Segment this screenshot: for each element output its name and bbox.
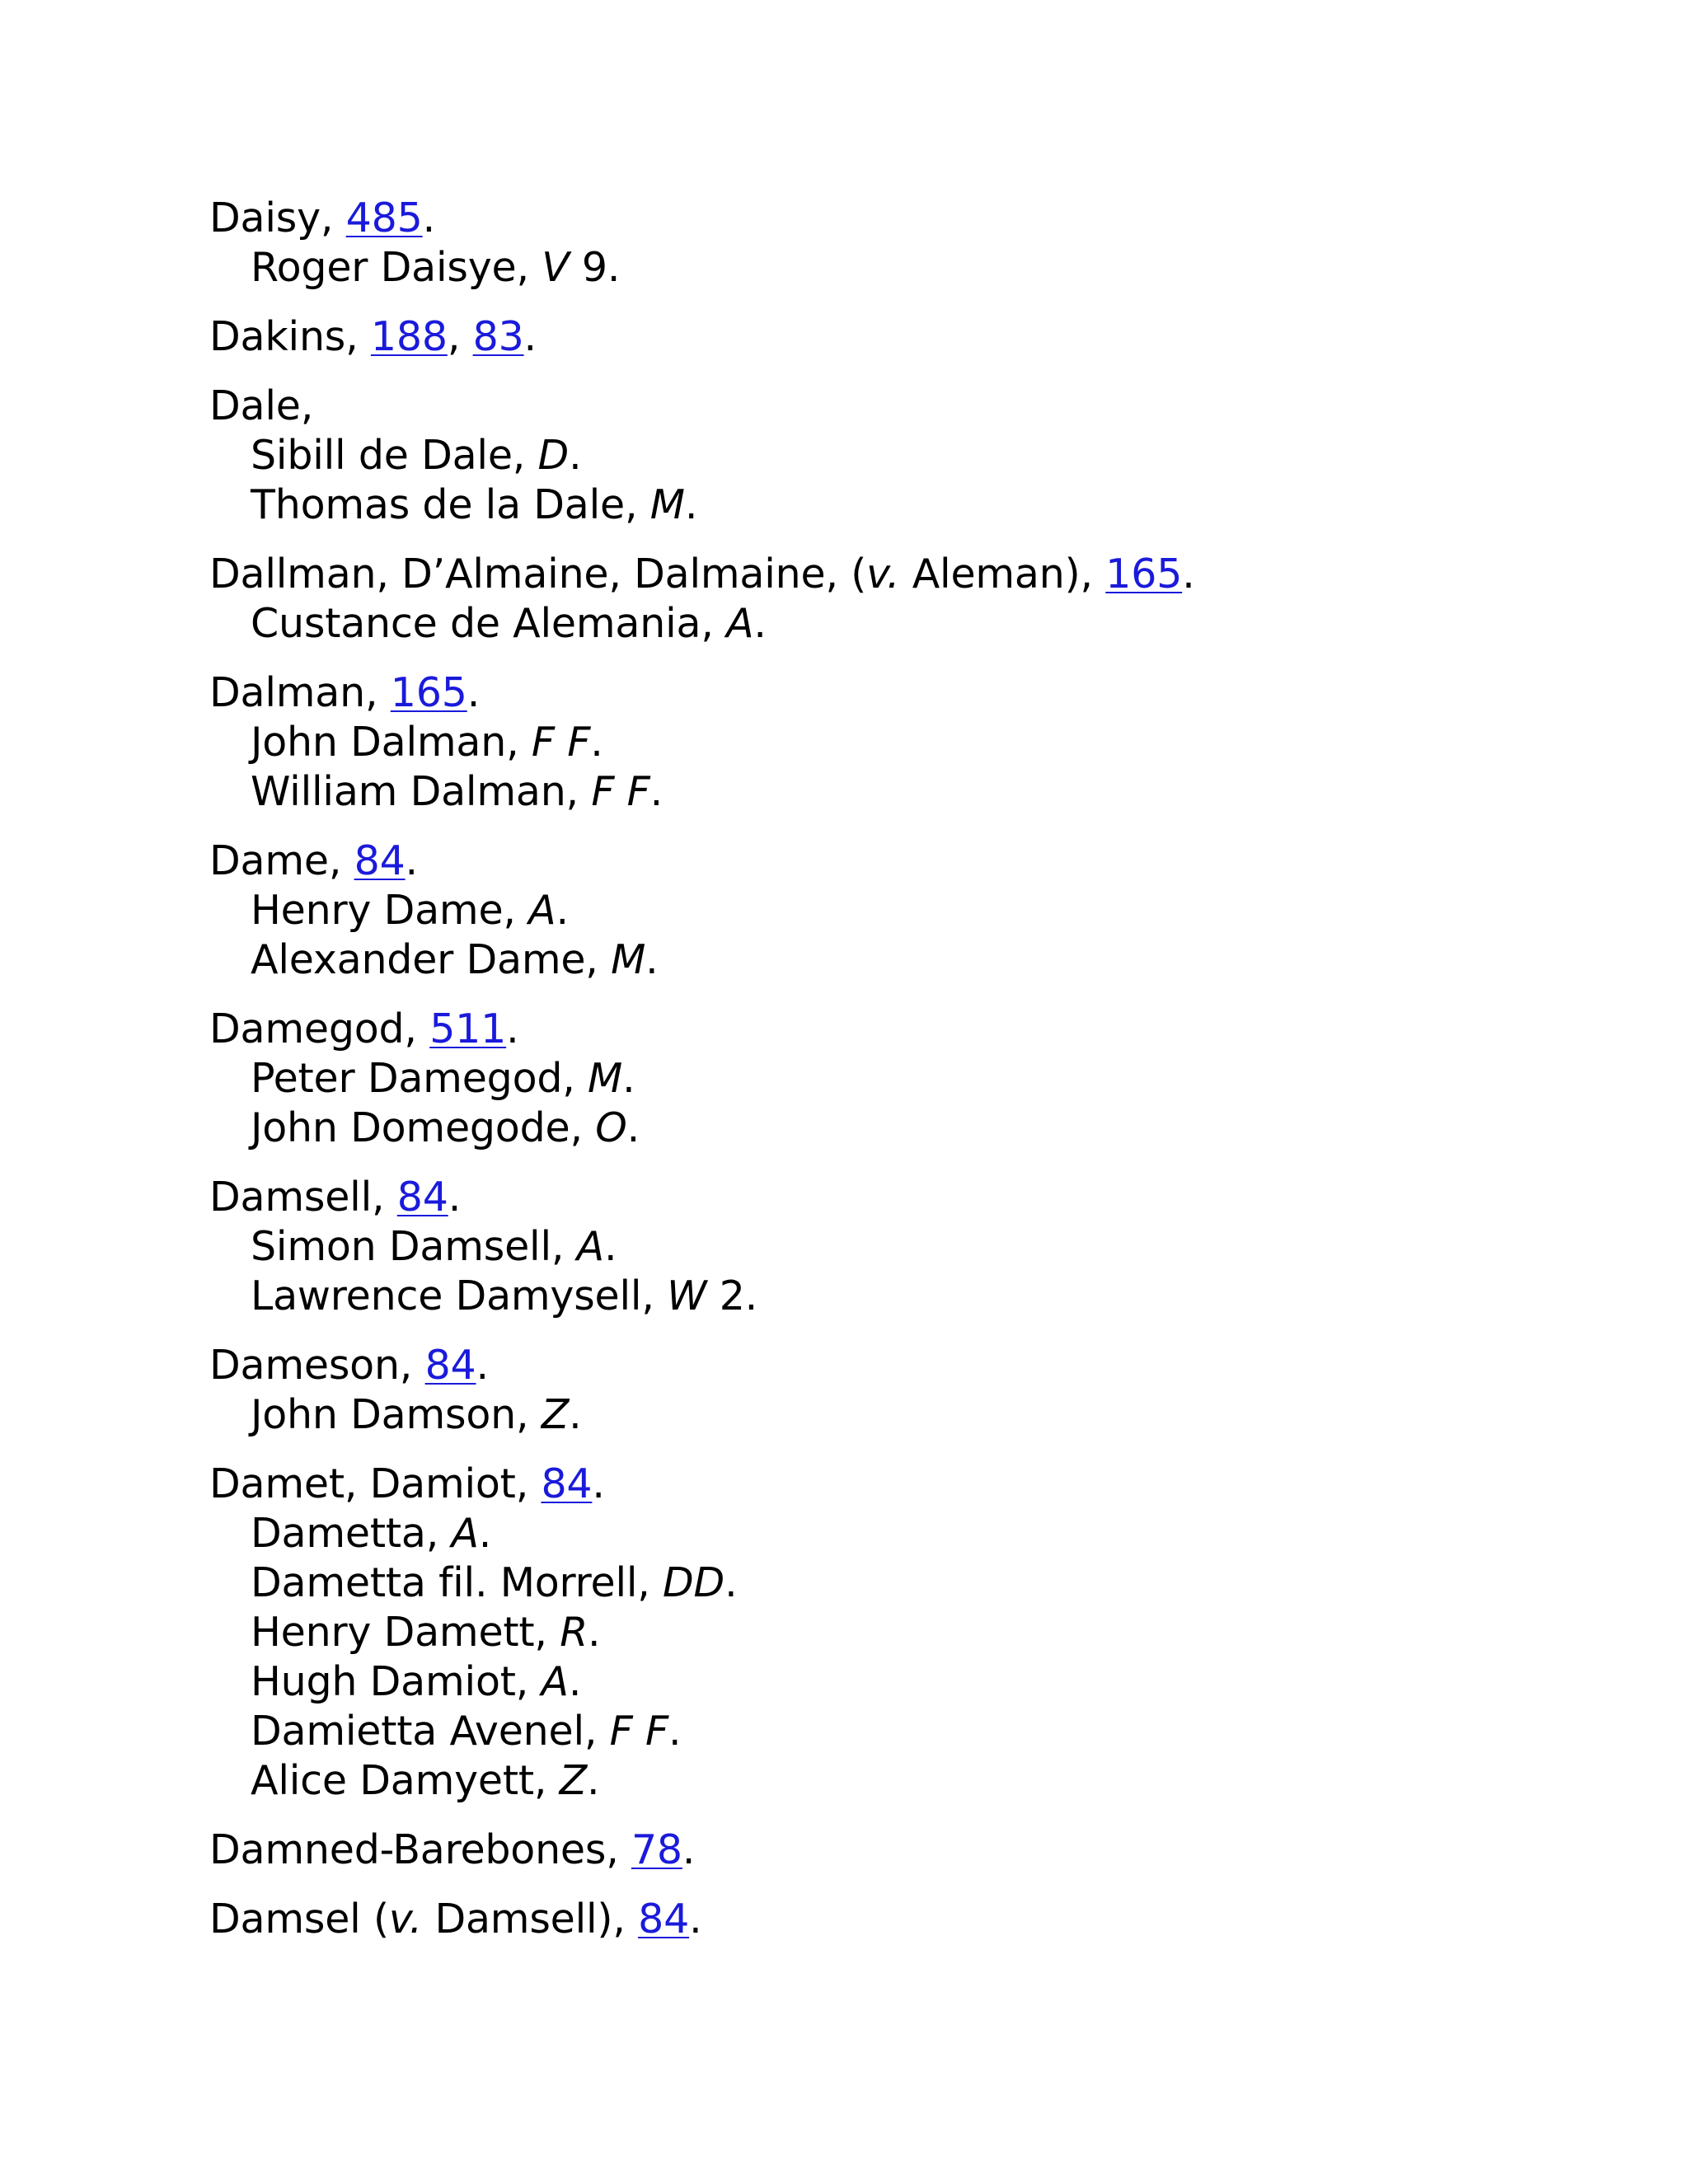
source-abbreviation: Z xyxy=(559,1757,587,1804)
entry-text: Daisy, xyxy=(209,194,346,241)
surname-heading xyxy=(209,1341,1611,1390)
page-reference-link[interactable]: 84 xyxy=(396,1174,448,1221)
name-citation xyxy=(209,886,1611,935)
entry-text: Damsell, xyxy=(209,1174,397,1221)
source-abbreviation: M xyxy=(649,481,685,528)
entry-text: John Domegode, xyxy=(251,1104,596,1151)
entry-text: Roger Daisye, xyxy=(251,244,542,291)
source-abbreviation: v. xyxy=(866,551,900,598)
entry-text: 9. xyxy=(569,244,621,291)
entry-text: Damet, Damiot, xyxy=(209,1460,542,1507)
surname-entry xyxy=(209,1825,1611,1875)
entry-text: Damietta Avenel, xyxy=(251,1708,610,1755)
name-citation xyxy=(209,1509,1611,1558)
source-abbreviation: W xyxy=(667,1272,707,1319)
source-abbreviation: A xyxy=(541,1658,569,1705)
source-abbreviation: A xyxy=(726,600,754,647)
surname-entry xyxy=(209,1005,1611,1153)
entry-text: 2. xyxy=(706,1272,758,1319)
page-reference-link[interactable]: 165 xyxy=(390,669,467,716)
page-reference-link[interactable]: 84 xyxy=(541,1460,593,1507)
surname-heading xyxy=(209,550,1611,599)
name-citation xyxy=(209,480,1611,530)
entry-text: Damned-Barebones, xyxy=(209,1826,631,1873)
entry-text: Henry Dame, xyxy=(251,887,529,934)
entry-text: . xyxy=(478,1510,492,1557)
entry-text: . xyxy=(626,1104,640,1151)
page-reference-link[interactable]: 84 xyxy=(354,837,406,884)
entry-text: , xyxy=(447,313,473,360)
entry-text: Custance de Alemania, xyxy=(251,600,727,647)
entry-text: . xyxy=(753,600,767,647)
entry-text: . xyxy=(682,1826,696,1873)
entry-text: . xyxy=(568,1658,582,1705)
entry-text: Sibill de Dale, xyxy=(251,432,538,479)
entry-text: . xyxy=(622,1055,635,1102)
source-abbreviation: V xyxy=(542,244,570,291)
source-abbreviation: A xyxy=(451,1510,479,1557)
surname-heading xyxy=(209,382,1611,431)
entry-text: . xyxy=(684,481,698,528)
name-citation xyxy=(209,1707,1611,1756)
surname-heading xyxy=(209,1173,1611,1222)
entry-text: . xyxy=(467,669,481,716)
name-citation xyxy=(209,599,1611,649)
surname-heading xyxy=(209,1005,1611,1054)
entry-text: . xyxy=(689,1896,702,1943)
surname-index-page xyxy=(209,194,1611,1964)
page-reference-link[interactable]: 188 xyxy=(370,313,448,360)
surname-heading xyxy=(209,1825,1611,1875)
name-citation xyxy=(209,1390,1611,1440)
entry-text: Lawrence Damysell, xyxy=(251,1272,668,1319)
entry-text: . xyxy=(668,1708,682,1755)
entry-text: . xyxy=(448,1174,462,1221)
entry-text: Damegod, xyxy=(209,1005,430,1052)
surname-entry xyxy=(209,668,1611,817)
source-abbreviation: DD xyxy=(663,1559,725,1606)
name-citation xyxy=(209,1558,1611,1608)
entry-text: Dakins, xyxy=(209,313,371,360)
entry-text: Peter Damegod, xyxy=(251,1055,588,1102)
surname-entry xyxy=(209,1341,1611,1440)
surname-heading xyxy=(209,312,1611,362)
entry-text: Dametta, xyxy=(251,1510,452,1557)
source-abbreviation: O xyxy=(595,1104,627,1151)
name-citation xyxy=(209,935,1611,985)
surname-entry xyxy=(209,550,1611,649)
source-abbreviation: M xyxy=(588,1055,623,1102)
surname-heading xyxy=(209,837,1611,886)
name-citation xyxy=(209,1657,1611,1707)
page-reference-link[interactable]: 485 xyxy=(345,194,423,241)
source-abbreviation: F F xyxy=(531,719,591,766)
source-abbreviation: M xyxy=(611,936,646,983)
entry-text: . xyxy=(556,887,569,934)
name-citation xyxy=(209,1272,1611,1321)
surname-entry xyxy=(209,1895,1611,1944)
entry-text: William Dalman, xyxy=(251,768,592,815)
name-citation xyxy=(209,1756,1611,1806)
surname-heading xyxy=(209,194,1611,243)
source-abbreviation: D xyxy=(537,432,570,479)
page-reference-link[interactable]: 165 xyxy=(1105,551,1183,598)
entry-text: . xyxy=(645,936,659,983)
name-citation xyxy=(209,767,1611,817)
name-citation xyxy=(209,1054,1611,1104)
entry-text: Simon Damsell, xyxy=(251,1223,577,1270)
entry-text: Aleman), xyxy=(899,551,1106,598)
entry-text: . xyxy=(1182,551,1195,598)
entry-text: . xyxy=(649,768,663,815)
surname-entry xyxy=(209,837,1611,985)
page-reference-link[interactable]: 511 xyxy=(429,1005,507,1052)
surname-entry xyxy=(209,312,1611,362)
entry-text: John Damson, xyxy=(251,1391,542,1438)
source-abbreviation: A xyxy=(576,1223,604,1270)
entry-text: . xyxy=(569,1391,582,1438)
entry-text: . xyxy=(588,1609,601,1656)
page-reference-link[interactable]: 83 xyxy=(472,313,524,360)
source-abbreviation: F F xyxy=(591,768,650,815)
page-reference-link[interactable]: 78 xyxy=(631,1826,682,1873)
name-citation xyxy=(209,1104,1611,1153)
surname-entry xyxy=(209,1173,1611,1321)
entry-text: Dale, xyxy=(209,382,314,429)
source-abbreviation: R xyxy=(560,1609,588,1656)
surname-entry xyxy=(209,1460,1611,1806)
surname-entry xyxy=(209,382,1611,530)
source-abbreviation: A xyxy=(528,887,556,934)
surname-heading xyxy=(209,668,1611,718)
name-citation xyxy=(209,1222,1611,1272)
entry-text: . xyxy=(476,1342,489,1389)
entry-text: Hugh Damiot, xyxy=(251,1658,542,1705)
entry-text: . xyxy=(587,1757,600,1804)
page-reference-link[interactable]: 84 xyxy=(638,1896,690,1943)
name-citation xyxy=(209,243,1611,293)
entry-text: Henry Damett, xyxy=(251,1609,560,1656)
entry-text: John Dalman, xyxy=(251,719,532,766)
entry-text: . xyxy=(422,194,435,241)
entry-text: Dameson, xyxy=(209,1342,425,1389)
entry-text: . xyxy=(590,719,603,766)
surname-heading xyxy=(209,1460,1611,1509)
entry-text: Dametta fil. Morrell, xyxy=(251,1559,663,1606)
surname-entry xyxy=(209,194,1611,293)
entry-text: . xyxy=(592,1460,605,1507)
surname-heading xyxy=(209,1895,1611,1944)
entry-text: Damsell), xyxy=(422,1896,639,1943)
name-citation xyxy=(209,1608,1611,1657)
name-citation xyxy=(209,431,1611,480)
source-abbreviation: F F xyxy=(609,1708,668,1755)
source-abbreviation: Z xyxy=(541,1391,570,1438)
entry-text: Damsel ( xyxy=(209,1896,389,1943)
entry-text: . xyxy=(603,1223,617,1270)
entry-text: . xyxy=(569,432,582,479)
page-reference-link[interactable]: 84 xyxy=(424,1342,476,1389)
entry-text: . xyxy=(405,837,418,884)
entry-text: . xyxy=(506,1005,519,1052)
name-citation xyxy=(209,718,1611,767)
entry-text: Thomas de la Dale, xyxy=(251,481,650,528)
entry-text: . xyxy=(724,1559,738,1606)
entry-text: Alexander Dame, xyxy=(251,936,612,983)
entry-text: Dallman, D’Almaine, Dalmaine, ( xyxy=(209,551,867,598)
entry-text: Dalman, xyxy=(209,669,391,716)
source-abbreviation: v. xyxy=(388,1896,423,1943)
entry-text: . xyxy=(523,313,537,360)
entry-text: Dame, xyxy=(209,837,354,884)
entry-text: Alice Damyett, xyxy=(251,1757,560,1804)
